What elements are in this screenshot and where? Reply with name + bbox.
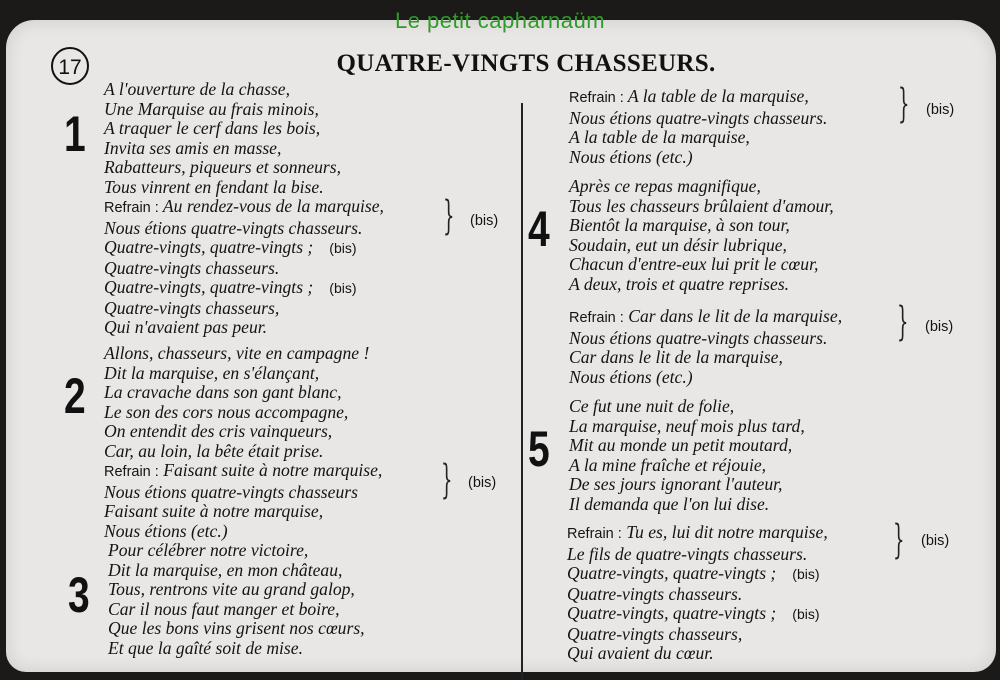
verse-number-5: 5 — [528, 421, 550, 477]
refrain-line: Refrain : Au rendez-vous de la marquise, — [104, 196, 384, 216]
verse-line: Que les bons vins grisent nos cœurs, — [108, 618, 365, 638]
refrain-label: Refrain : — [104, 464, 159, 480]
verse-line: Ce fut une nuit de folie, — [569, 396, 735, 416]
repeat-line: A la table de la marquise, — [569, 127, 750, 147]
verse-line: Chacun d'entre-eux lui prit le cœur, — [569, 254, 819, 274]
verse-line: On entendit des cris vainqueurs, — [104, 421, 333, 441]
verse-line: Tous vinrent en fendant la bise. — [104, 176, 324, 197]
verse-line: Tous, rentrons vite au grand galop, — [108, 579, 355, 599]
verse-line: Bientôt la marquise, à son tour, — [569, 215, 790, 235]
verse-line: Et que la gaîté soit de mise. — [108, 637, 303, 658]
verse-number-4: 4 — [528, 201, 550, 257]
bis-label: (bis) — [926, 102, 955, 118]
verse-2 — [104, 344, 382, 541]
repeat-line: Qui avaient du cœur. — [567, 643, 714, 663]
repeat-line: Faisant suite à notre marquise, — [104, 501, 324, 521]
repeat-line: Car dans le lit de la marquise, — [569, 347, 783, 367]
bis-label: (bis) — [329, 240, 357, 256]
verse-number-3: 3 — [68, 567, 90, 623]
repeat-line: Qui n'avaient pas peur. — [104, 317, 268, 337]
repeat-line: Nous étions (etc.) — [569, 366, 693, 387]
verse-line: A deux, trois et quatre reprises. — [569, 273, 790, 294]
watermark: Le petit capharnaüm — [394, 8, 606, 33]
refrain-brace: } — [897, 81, 910, 127]
verse-line: Il demanda que l'on lui dise. — [569, 493, 770, 514]
verse-line: La marquise, neuf mois plus tard, — [569, 415, 805, 436]
verse-line: Rabatteurs, piqueurs et sonneurs, — [104, 157, 342, 177]
bis-label: (bis) — [329, 280, 357, 296]
repeat-line: Quatre-vingts, quatre-vingts ; (bis) — [567, 563, 820, 583]
verse-3-refrain — [569, 87, 827, 167]
refrain-line: Refrain : Tu es, lui dit notre marquise, — [567, 522, 828, 542]
bis-label: (bis) — [792, 566, 820, 582]
song-card — [6, 20, 996, 672]
repeat-line: Quatre-vingts chasseurs, — [567, 623, 743, 644]
verse-line: La cravache dans son gant blanc, — [104, 382, 342, 402]
verse-line: Le son des cors nous accompagne, — [104, 401, 349, 422]
refrain-line: Refrain : Car dans le lit de la marquise, — [569, 306, 843, 326]
bis-label: (bis) — [792, 606, 820, 622]
verse-line: Une Marquise au frais minois, — [104, 98, 319, 119]
repeat-line: Quatre-vingts, quatre-vingts ; (bis) — [567, 603, 820, 623]
verse-line: Car il nous faut manger et boire, — [108, 598, 340, 619]
refrain-brace: } — [896, 299, 909, 345]
card-number-badge: 17 — [51, 47, 89, 85]
verse-line: A l'ouverture de la chasse, — [104, 79, 291, 99]
verse-line: Soudain, eut un désir lubrique, — [569, 234, 787, 255]
repeat-line: Nous étions (etc.) — [104, 520, 228, 541]
bis-label: (bis) — [468, 475, 497, 491]
refrain-line: Nous étions quatre-vingts chasseurs. — [569, 327, 828, 348]
repeat-line: Quatre-vingts, quatre-vingts ; (bis) — [104, 277, 357, 297]
verse-1 — [104, 80, 384, 338]
refrain-brace: } — [442, 193, 455, 239]
refrain-label: Refrain : — [104, 200, 159, 216]
verse-line: Pour célébrer notre victoire, — [108, 540, 309, 560]
bis-label: (bis) — [470, 213, 499, 229]
verse-line: De ses jours ignorant l'auteur, — [569, 474, 783, 494]
verse-5-refrain — [567, 523, 828, 664]
verse-line: Tous les chasseurs brûlaient d'amour, — [569, 195, 834, 216]
repeat-line: Nous étions (etc.) — [569, 146, 693, 167]
verse-4 — [569, 177, 834, 294]
bis-label: (bis) — [925, 319, 954, 335]
refrain-label: Refrain : — [567, 526, 622, 542]
refrain-line: Refrain : Faisant suite à notre marquise, — [104, 460, 383, 480]
refrain-line: Nous étions quatre-vingts chasseurs — [104, 481, 358, 502]
verse-5 — [569, 397, 805, 514]
repeat-line: Quatre-vingts chasseurs. — [104, 257, 280, 278]
verse-line: Dit la marquise, en mon château, — [108, 559, 343, 580]
repeat-line: Quatre-vingts, quatre-vingts ; (bis) — [104, 237, 357, 257]
column-divider — [521, 103, 523, 680]
bis-label: (bis) — [921, 533, 950, 549]
repeat-line: Quatre-vingts chasseurs. — [567, 583, 743, 604]
verse-line: Car, au loin, la bête était prise. — [104, 440, 324, 461]
verse-line: Invita ses amis en masse, — [104, 137, 282, 158]
repeat-line: Quatre-vingts chasseurs, — [104, 297, 280, 318]
verse-line: Dit la marquise, en s'élançant, — [104, 362, 320, 383]
refrain-line: Refrain : A la table de la marquise, — [569, 86, 809, 106]
verse-line: A traquer le cerf dans les bois, — [104, 118, 321, 138]
verse-line: Après ce repas magnifique, — [569, 176, 761, 196]
verse-3 — [108, 541, 365, 658]
refrain-line: Nous étions quatre-vingts chasseurs. — [569, 107, 828, 128]
verse-number-2: 2 — [64, 368, 86, 424]
refrain-line: Nous étions quatre-vingts chasseurs. — [104, 217, 363, 238]
verse-line: Mit au monde un petit moutard, — [569, 435, 793, 455]
refrain-line: Le fils de quatre-vingts chasseurs. — [567, 543, 808, 564]
refrain-brace: } — [440, 457, 453, 503]
verse-line: Allons, chasseurs, vite en campagne ! — [104, 343, 370, 363]
refrain-label: Refrain : — [569, 310, 624, 326]
refrain-label: Refrain : — [569, 90, 624, 106]
verse-number-1: 1 — [64, 106, 86, 162]
verse-line: A la mine fraîche et réjouie, — [569, 454, 767, 475]
verse-4-refrain — [569, 307, 842, 387]
refrain-brace: } — [892, 517, 905, 563]
song-title: QUATRE-VINGTS CHASSEURS. — [336, 50, 716, 77]
